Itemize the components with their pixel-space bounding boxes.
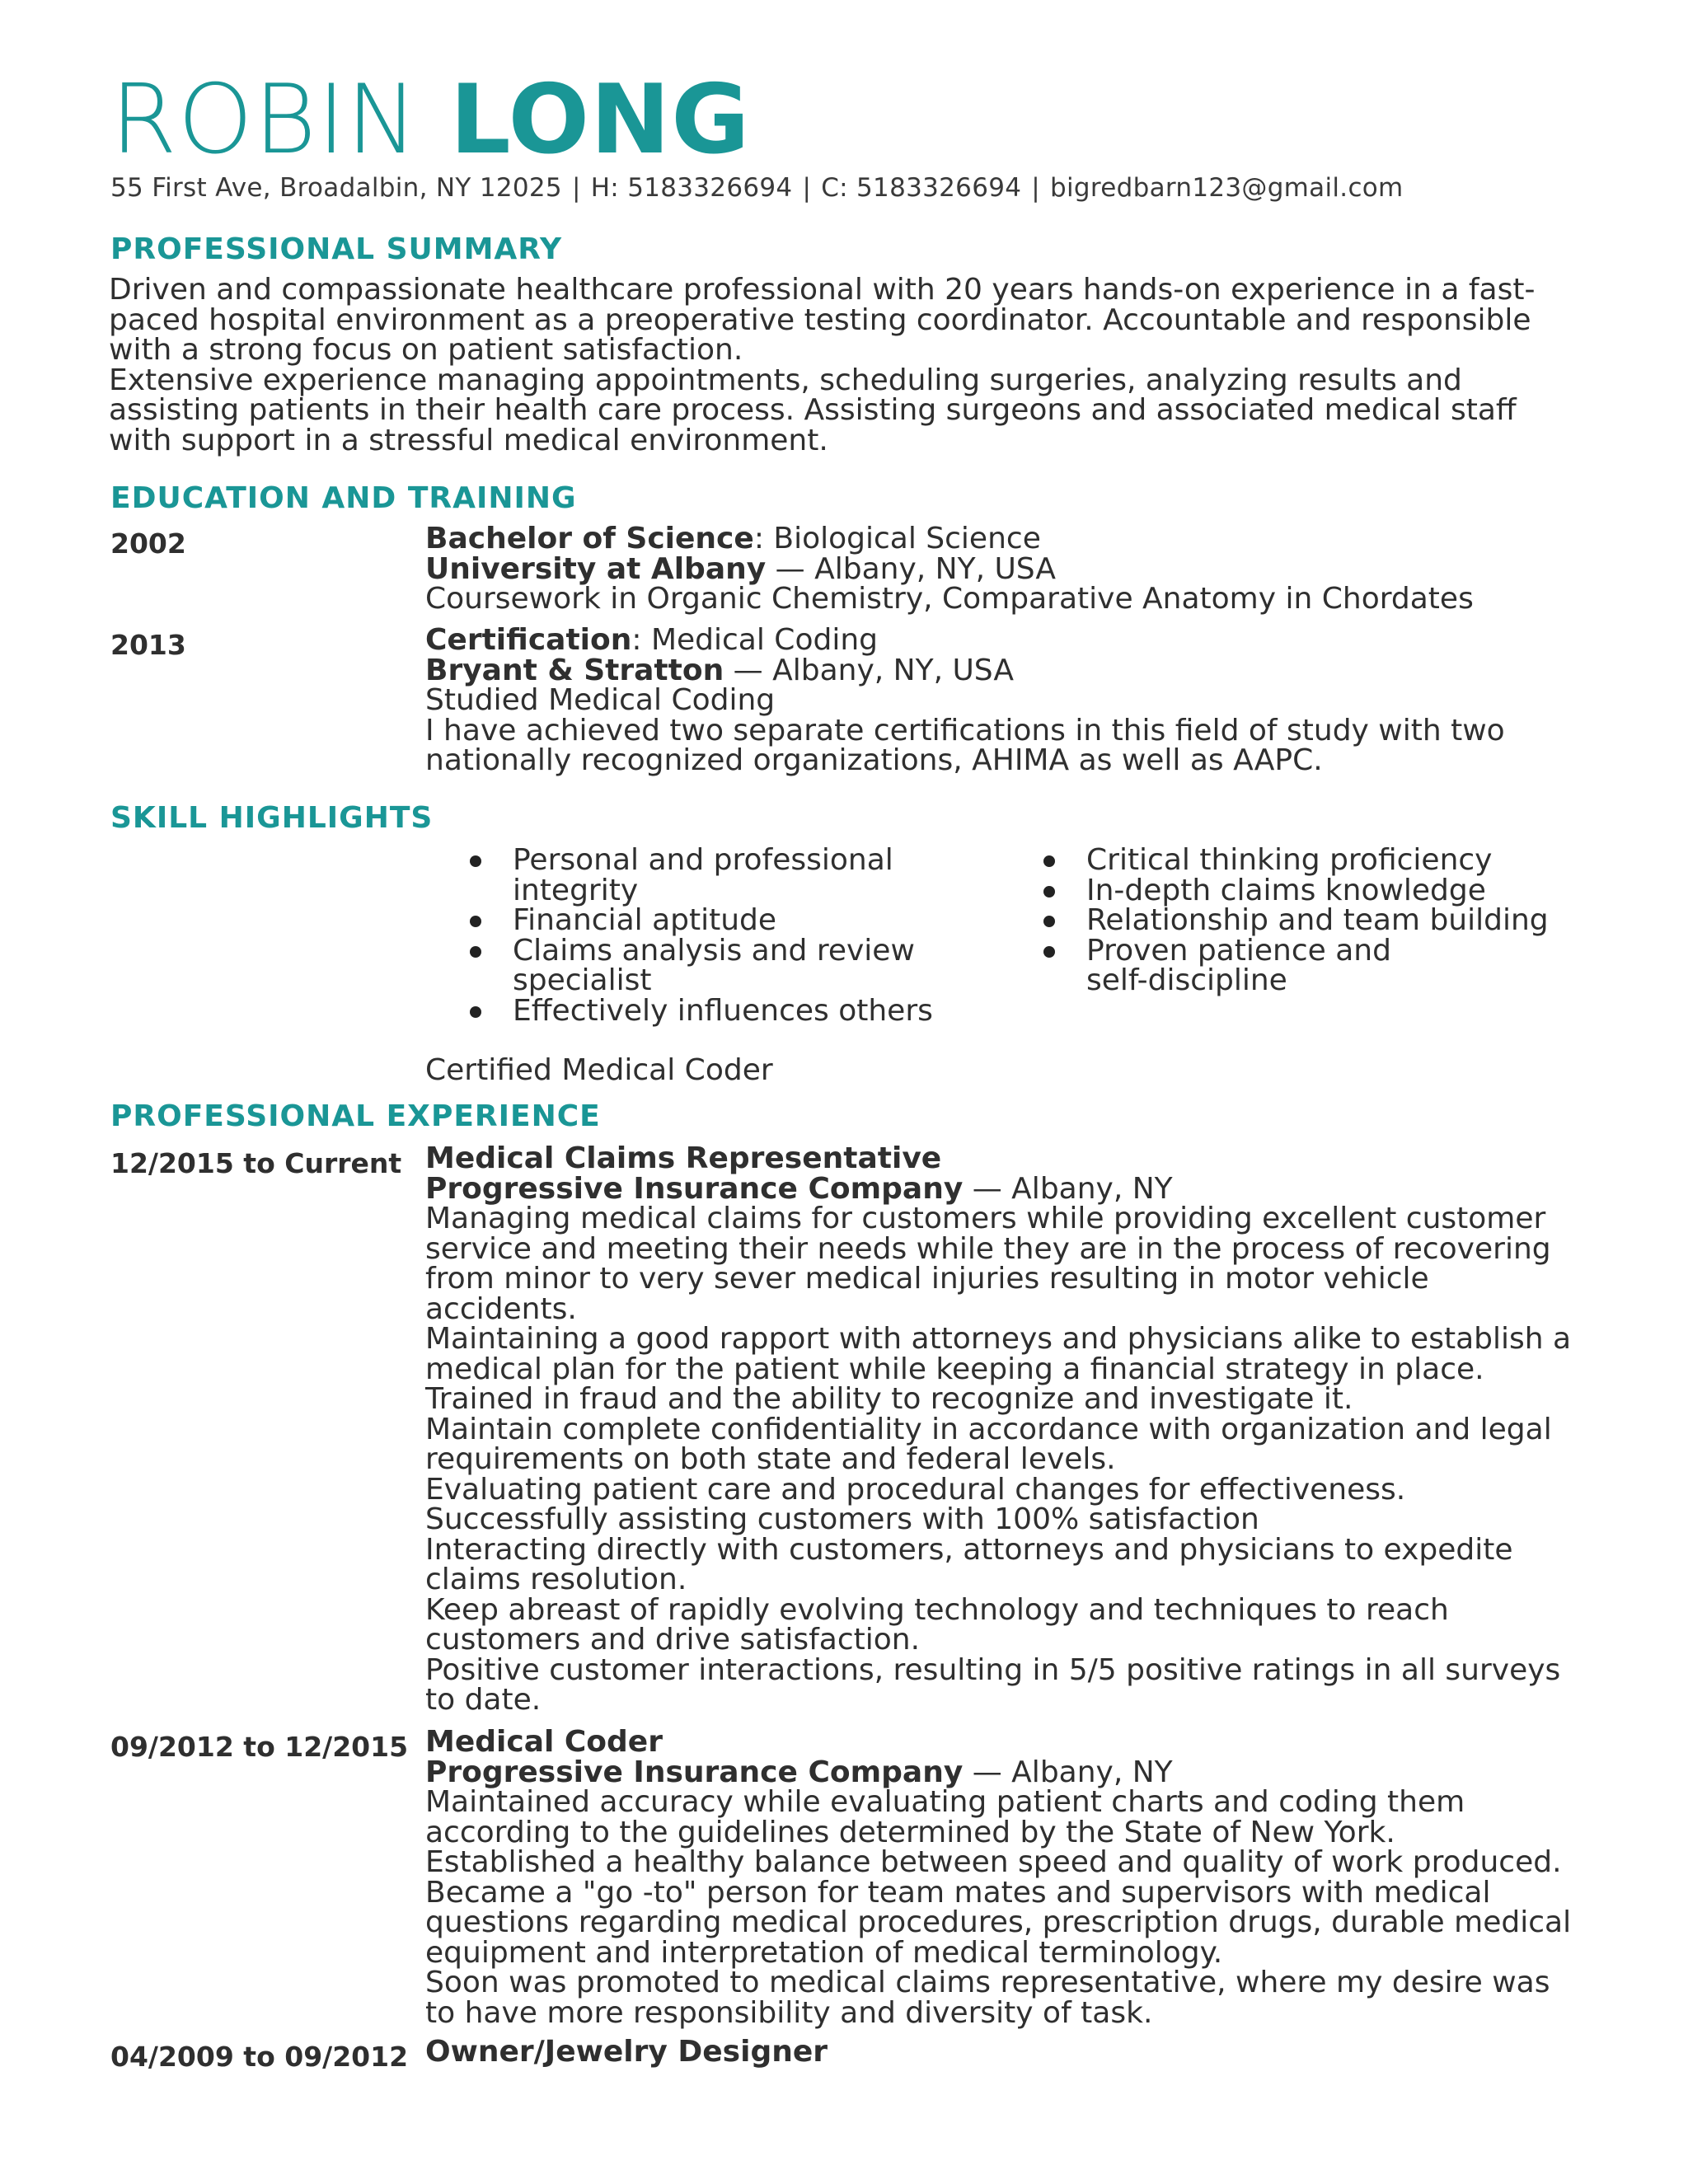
job-title: Medical Coder xyxy=(425,1725,663,1759)
company-line xyxy=(425,1755,1579,1789)
job-duty: Became a "go -to" person for team mates and supervisors with medical questions regarding medical procedures, prescription drugs, durable medical equipment and interpretation of medical terminology. xyxy=(425,1875,1572,1970)
summary-paragraph: Extensive experience managing appointments, scheduling surgeries, analyzing results and assisting patients in their health care process. Assisting surgeons and associated medical staff with support in a stressful medical environment. xyxy=(109,363,1517,457)
job-title: Owner/Jewelry Designer xyxy=(425,2035,828,2069)
education-detail: Studied Medical Coding xyxy=(425,683,776,717)
job-duty: Maintaining a good rapport with attorneys and physicians alike to establish a medical plan for the patient while keeping a financial strategy in place. xyxy=(425,1322,1572,1386)
skills-column-left xyxy=(513,843,958,1028)
candidate-name xyxy=(110,64,751,176)
job-duty: Successfully assisting customers with 100% satisfaction xyxy=(425,1502,1259,1536)
school-name: Bryant & Stratton xyxy=(425,653,724,687)
school-location: — Albany, NY, USA xyxy=(766,551,1056,586)
company-line xyxy=(425,1171,1579,1206)
job-dates: 12/2015 to Current xyxy=(110,1147,402,1179)
education-year: 2013 xyxy=(110,629,186,661)
bullet-icon xyxy=(470,855,481,867)
education-entry xyxy=(425,623,1579,777)
education-year: 2002 xyxy=(110,527,186,560)
school-name: University at Albany xyxy=(425,551,767,586)
company-location: — Albany, NY xyxy=(963,1755,1173,1789)
degree-field: : Medical Coding xyxy=(631,623,878,657)
address: 55 First Ave, Broadalbin, NY 12025 xyxy=(110,173,562,203)
bullet-icon xyxy=(1043,886,1055,898)
job-dates: 04/2009 to 09/2012 xyxy=(110,2041,409,2073)
skill-item: Financial aptitude xyxy=(513,906,958,936)
separator: | xyxy=(802,173,812,203)
bullet-icon xyxy=(1043,946,1055,958)
job-duty: Managing medical claims for customers while providing excellent customer service and meeting their needs while they are in the process of recovering from minor to very sever medical injuries resulting in motor vehicle accidents. xyxy=(425,1202,1551,1326)
first-name: ROBIN xyxy=(110,64,419,176)
skill-item: Personal and professional integrity xyxy=(513,846,958,906)
company-location: — Albany, NY xyxy=(963,1171,1173,1206)
degree-label: Certification xyxy=(425,623,632,657)
summary-paragraph: Driven and compassionate healthcare professional with 20 years hands-on experience in a fast-paced hospital environment as a preoperative testing coordinator. Accountable and responsible with a strong focus on patient satisfaction. xyxy=(109,273,1536,367)
section-title-education: EDUCATION AND TRAINING xyxy=(110,481,577,515)
contact-line xyxy=(110,173,1404,203)
skill-item: Effectively influences others xyxy=(513,996,958,1027)
home-phone: H: 5183326694 xyxy=(590,173,793,203)
school-location: — Albany, NY, USA xyxy=(724,653,1014,687)
summary-text xyxy=(109,275,1576,456)
school-line xyxy=(425,551,1579,586)
degree-line xyxy=(425,623,1579,657)
job-entry xyxy=(425,2037,1579,2068)
job-entry xyxy=(425,1141,1579,1717)
bullet-icon xyxy=(470,946,481,958)
job-duty: Established a healthy balance between speed and quality of work produced. xyxy=(425,1845,1562,1879)
degree-field: : Biological Science xyxy=(753,522,1041,555)
education-entry xyxy=(425,524,1579,615)
job-duty: Maintained accuracy while evaluating patient charts and coding them according to the guidelines determined by the State of New York. xyxy=(425,1785,1465,1849)
job-duty: Evaluating patient care and procedural changes for effectiveness. xyxy=(425,1472,1406,1507)
last-name: LONG xyxy=(449,64,751,176)
separator: | xyxy=(1031,173,1041,203)
company-name: Progressive Insurance Company xyxy=(425,1171,964,1206)
job-title: Medical Claims Representative xyxy=(425,1141,942,1175)
job-duty: Keep abreast of rapidly evolving technology and techniques to reach customers and drive satisfaction. xyxy=(425,1592,1449,1657)
education-detail: Coursework in Organic Chemistry, Comparative Anatomy in Chordates xyxy=(425,582,1474,616)
company-name: Progressive Insurance Company xyxy=(425,1755,964,1789)
section-title-skills: SKILL HIGHLIGHTS xyxy=(110,801,434,835)
skill-item: Relationship and team building xyxy=(1086,906,1581,936)
separator: | xyxy=(571,173,581,203)
bullet-icon xyxy=(470,916,481,927)
job-dates: 09/2012 to 12/2015 xyxy=(110,1731,409,1763)
skill-item: Claims analysis and review specialist xyxy=(513,936,958,996)
bullet-icon xyxy=(470,1006,481,1018)
certification-text: Certified Medical Coder xyxy=(425,1053,773,1087)
skills-column-right xyxy=(1086,843,1581,997)
job-duty: Trained in fraud and the ability to recognize and investigate it. xyxy=(425,1382,1353,1416)
email: bigredbarn123@gmail.com xyxy=(1050,173,1404,203)
section-title-summary: PROFESSIONAL SUMMARY xyxy=(110,232,563,266)
bullet-icon xyxy=(1043,855,1055,867)
bullet-icon xyxy=(1043,916,1055,927)
school-line xyxy=(425,653,1579,687)
job-duty: Interacting directly with customers, attorneys and physicians to expedite claims resolution. xyxy=(425,1532,1513,1596)
job-duty: Maintain complete confidentiality in accordance with organization and legal requirements on both state and federal levels. xyxy=(425,1412,1552,1476)
degree-line xyxy=(425,524,1579,555)
cell-phone: C: 5183326694 xyxy=(821,173,1022,203)
job-duty: Positive customer interactions, resulting in 5/5 positive ratings in all surveys to date. xyxy=(425,1652,1561,1717)
job-entry xyxy=(425,1727,1579,2028)
degree-label: Bachelor of Science xyxy=(425,522,754,555)
job-duty: Soon was promoted to medical claims representative, where my desire was to have more responsibility and diversity of task. xyxy=(425,1966,1550,2030)
education-detail: I have achieved two separate certifications in this field of study with two nationally recognized organizations, AHIMA as well as AAPC. xyxy=(425,713,1505,777)
skill-item: Proven patience and self-discipline xyxy=(1086,936,1449,996)
skill-item: Critical thinking proficiency xyxy=(1086,846,1581,876)
skill-item: In-depth claims knowledge xyxy=(1086,876,1581,907)
section-title-experience: PROFESSIONAL EXPERIENCE xyxy=(110,1099,601,1133)
